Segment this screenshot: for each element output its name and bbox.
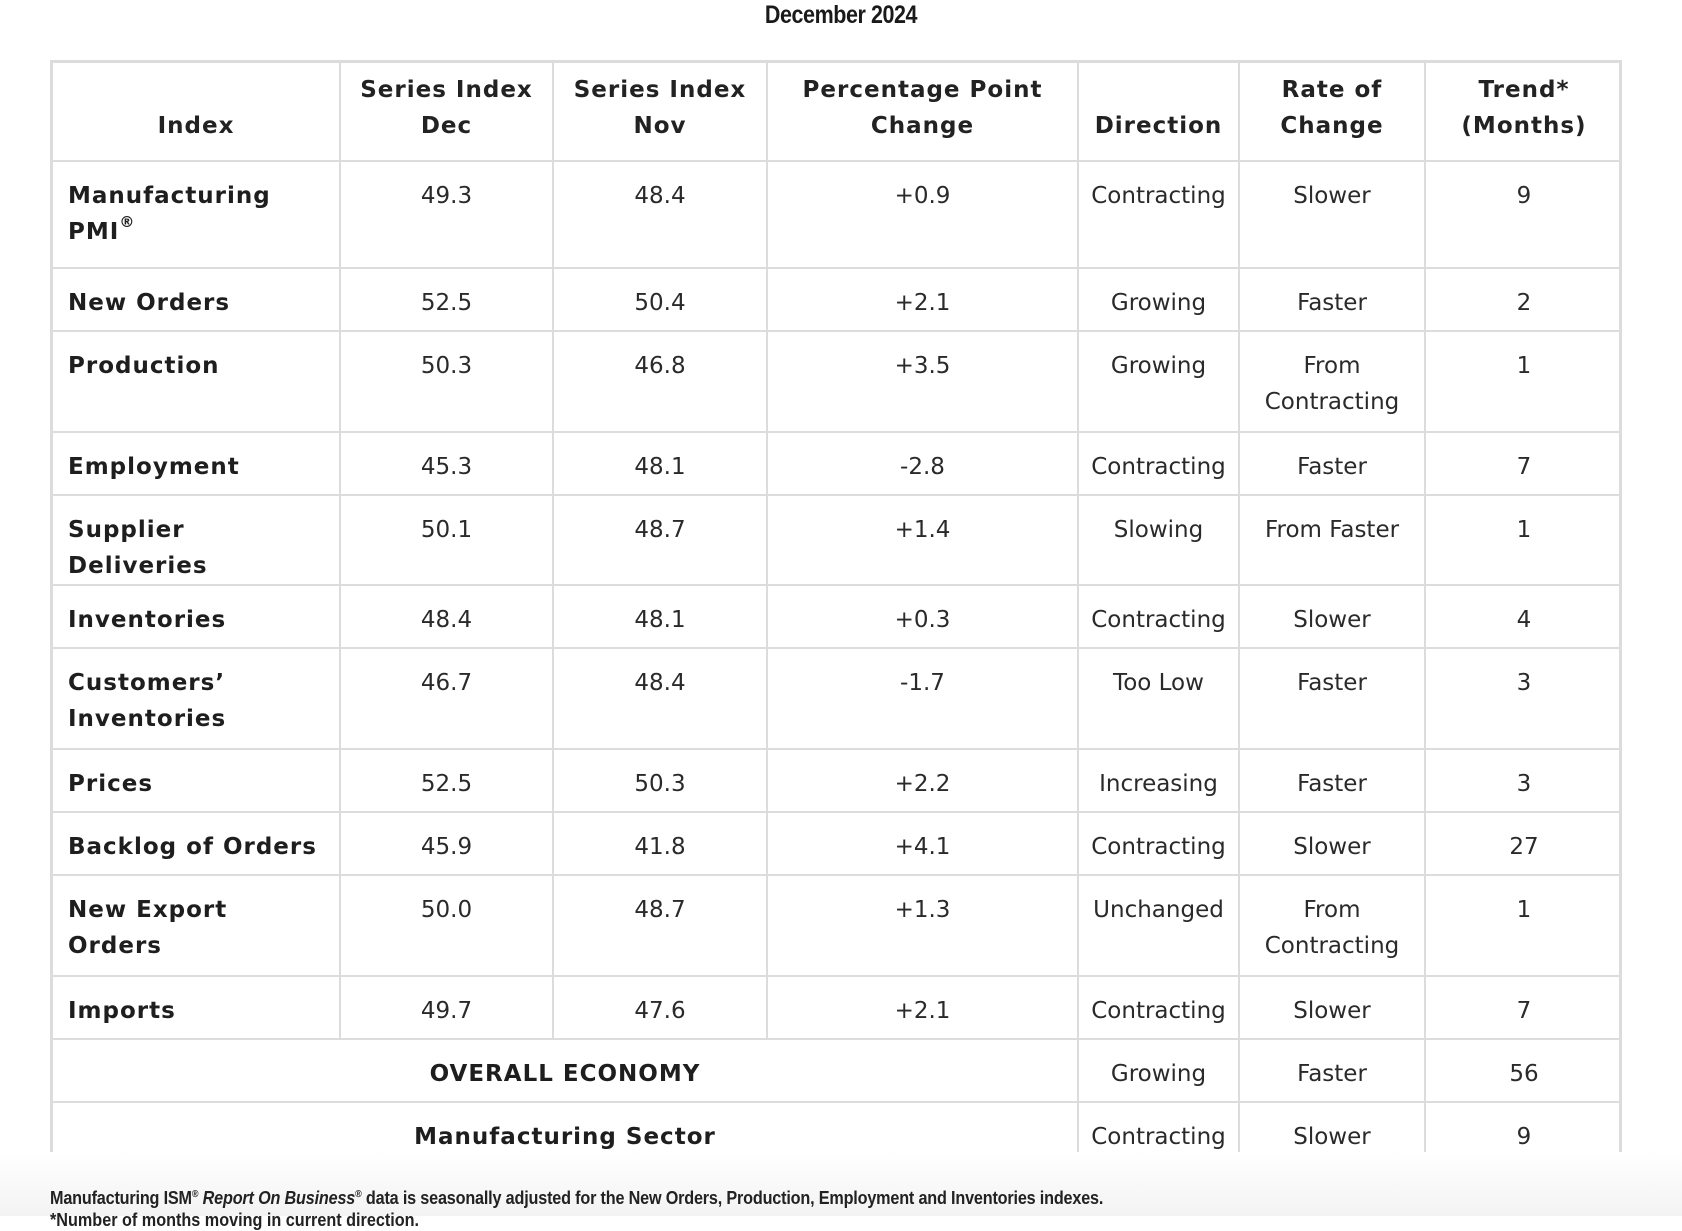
cell-change: -2.8 <box>767 432 1078 495</box>
row-index-name: Backlog of Orders <box>53 812 340 875</box>
cell-nov: 50.3 <box>553 749 767 812</box>
cell-dec: 50.1 <box>340 495 553 585</box>
cell-nov: 48.7 <box>553 495 767 585</box>
cell-nov: 47.6 <box>553 976 767 1039</box>
cell-rate: Slower <box>1239 161 1425 268</box>
row-index-name: Inventories <box>53 585 340 648</box>
cell-change: +4.1 <box>767 812 1078 875</box>
cell-direction: Increasing <box>1078 749 1239 812</box>
row-index-name: Supplier Deliveries <box>53 495 340 585</box>
row-index-name <box>53 161 340 268</box>
cell-rate: Slower <box>1239 812 1425 875</box>
cell-trend: 7 <box>1425 432 1622 495</box>
header-trend-months: Trend* (Months) <box>1425 63 1622 161</box>
ism-index-table-container <box>50 60 1622 1168</box>
cell-nov: 48.1 <box>553 585 767 648</box>
cell-direction: Contracting <box>1078 161 1239 268</box>
cell-trend: 9 <box>1425 1102 1622 1165</box>
cell-rate: Slower <box>1239 1102 1425 1165</box>
registered-mark: ® <box>119 213 136 232</box>
cell-rate: Slower <box>1239 976 1425 1039</box>
cell-direction: Contracting <box>1078 1102 1239 1165</box>
header-index: Index <box>53 63 340 161</box>
cell-trend: 56 <box>1425 1039 1622 1102</box>
cell-change: +3.5 <box>767 331 1078 432</box>
header-percentage-point-change: Percentage Point Change <box>767 63 1078 161</box>
table-row <box>53 749 1622 812</box>
row-index-name: New Export Orders <box>53 875 340 976</box>
row-index-name: Production <box>53 331 340 432</box>
cell-change: +0.3 <box>767 585 1078 648</box>
cell-direction: Growing <box>1078 1039 1239 1102</box>
footnote-report-name: Report On Business <box>202 1188 356 1208</box>
cell-direction: Slowing <box>1078 495 1239 585</box>
cell-nov: 48.4 <box>553 161 767 268</box>
ism-index-table <box>53 63 1622 1165</box>
footnote-text-start: Manufacturing ISM <box>50 1188 192 1208</box>
table-row <box>53 648 1622 749</box>
cell-direction: Contracting <box>1078 812 1239 875</box>
cell-nov: 50.4 <box>553 268 767 331</box>
table-row <box>53 161 1622 268</box>
cell-trend: 3 <box>1425 749 1622 812</box>
cell-trend: 1 <box>1425 331 1622 432</box>
row-index-label: Manufacturing PMI <box>68 183 271 245</box>
summary-label: Manufacturing Sector <box>53 1102 1078 1165</box>
cell-dec: 45.9 <box>340 812 553 875</box>
registered-mark: ® <box>355 1189 362 1200</box>
cell-change: -1.7 <box>767 648 1078 749</box>
registered-mark: ® <box>191 1189 199 1200</box>
cell-dec: 48.4 <box>340 585 553 648</box>
cell-rate: Faster <box>1239 268 1425 331</box>
table-row <box>53 268 1622 331</box>
cell-trend: 27 <box>1425 812 1622 875</box>
cell-dec: 49.7 <box>340 976 553 1039</box>
row-index-name: New Orders <box>53 268 340 331</box>
table-row <box>53 875 1622 976</box>
cell-trend: 3 <box>1425 648 1622 749</box>
footnote-area <box>0 1152 1682 1230</box>
table-row <box>53 812 1622 875</box>
cell-trend: 1 <box>1425 495 1622 585</box>
cell-rate: Faster <box>1239 648 1425 749</box>
summary-row-overall-economy <box>53 1039 1622 1102</box>
cell-rate: Faster <box>1239 432 1425 495</box>
summary-label: OVERALL ECONOMY <box>53 1039 1078 1102</box>
cell-nov: 48.7 <box>553 875 767 976</box>
cell-direction: Contracting <box>1078 585 1239 648</box>
cell-rate: Faster <box>1239 1039 1425 1102</box>
cell-rate: Slower <box>1239 585 1425 648</box>
cell-change: +1.4 <box>767 495 1078 585</box>
header-direction: Direction <box>1078 63 1239 161</box>
cell-direction: Growing <box>1078 268 1239 331</box>
row-index-name: Prices <box>53 749 340 812</box>
cell-nov: 48.4 <box>553 648 767 749</box>
cell-direction: Unchanged <box>1078 875 1239 976</box>
row-index-name: Imports <box>53 976 340 1039</box>
cell-trend: 4 <box>1425 585 1622 648</box>
cell-trend: 1 <box>1425 875 1622 976</box>
cell-direction: Growing <box>1078 331 1239 432</box>
cell-direction: Contracting <box>1078 432 1239 495</box>
cell-trend: 7 <box>1425 976 1622 1039</box>
cell-change: +2.1 <box>767 268 1078 331</box>
cell-change: +2.2 <box>767 749 1078 812</box>
cell-dec: 49.3 <box>340 161 553 268</box>
cell-dec: 50.3 <box>340 331 553 432</box>
cell-dec: 46.7 <box>340 648 553 749</box>
cell-change: +0.9 <box>767 161 1078 268</box>
cell-rate: From Contracting <box>1239 875 1425 976</box>
table-row <box>53 976 1622 1039</box>
cell-change: +2.1 <box>767 976 1078 1039</box>
header-series-index-dec: Series Index Dec <box>340 63 553 161</box>
header-series-index-nov: Series Index Nov <box>553 63 767 161</box>
header-rate-of-change: Rate of Change <box>1239 63 1425 161</box>
cell-trend: 2 <box>1425 268 1622 331</box>
footnote-trend-definition: *Number of months moving in current direction. <box>50 1210 420 1230</box>
table-row <box>53 432 1622 495</box>
cell-rate: Faster <box>1239 749 1425 812</box>
cell-dec: 45.3 <box>340 432 553 495</box>
report-title: December 2024 <box>764 1 918 29</box>
cell-trend: 9 <box>1425 161 1622 268</box>
cell-rate: From Faster <box>1239 495 1425 585</box>
table-row <box>53 585 1622 648</box>
cell-dec: 52.5 <box>340 749 553 812</box>
cell-dec: 50.0 <box>340 875 553 976</box>
cell-change: +1.3 <box>767 875 1078 976</box>
cell-dec: 52.5 <box>340 268 553 331</box>
table-header-row <box>53 63 1622 161</box>
cell-direction: Too Low <box>1078 648 1239 749</box>
table-row <box>53 495 1622 585</box>
row-index-name: Employment <box>53 432 340 495</box>
footnote-text-end: data is seasonally adjusted for the New Orders, Production, Employment and Inventories indexes. <box>361 1188 1104 1208</box>
cell-nov: 46.8 <box>553 331 767 432</box>
cell-nov: 48.1 <box>553 432 767 495</box>
table-row <box>53 331 1622 432</box>
cell-rate: From Contracting <box>1239 331 1425 432</box>
footnote-seasonal-adjustment <box>50 1188 1103 1209</box>
cell-nov: 41.8 <box>553 812 767 875</box>
row-index-name: Customers’ Inventories <box>53 648 340 749</box>
cell-direction: Contracting <box>1078 976 1239 1039</box>
